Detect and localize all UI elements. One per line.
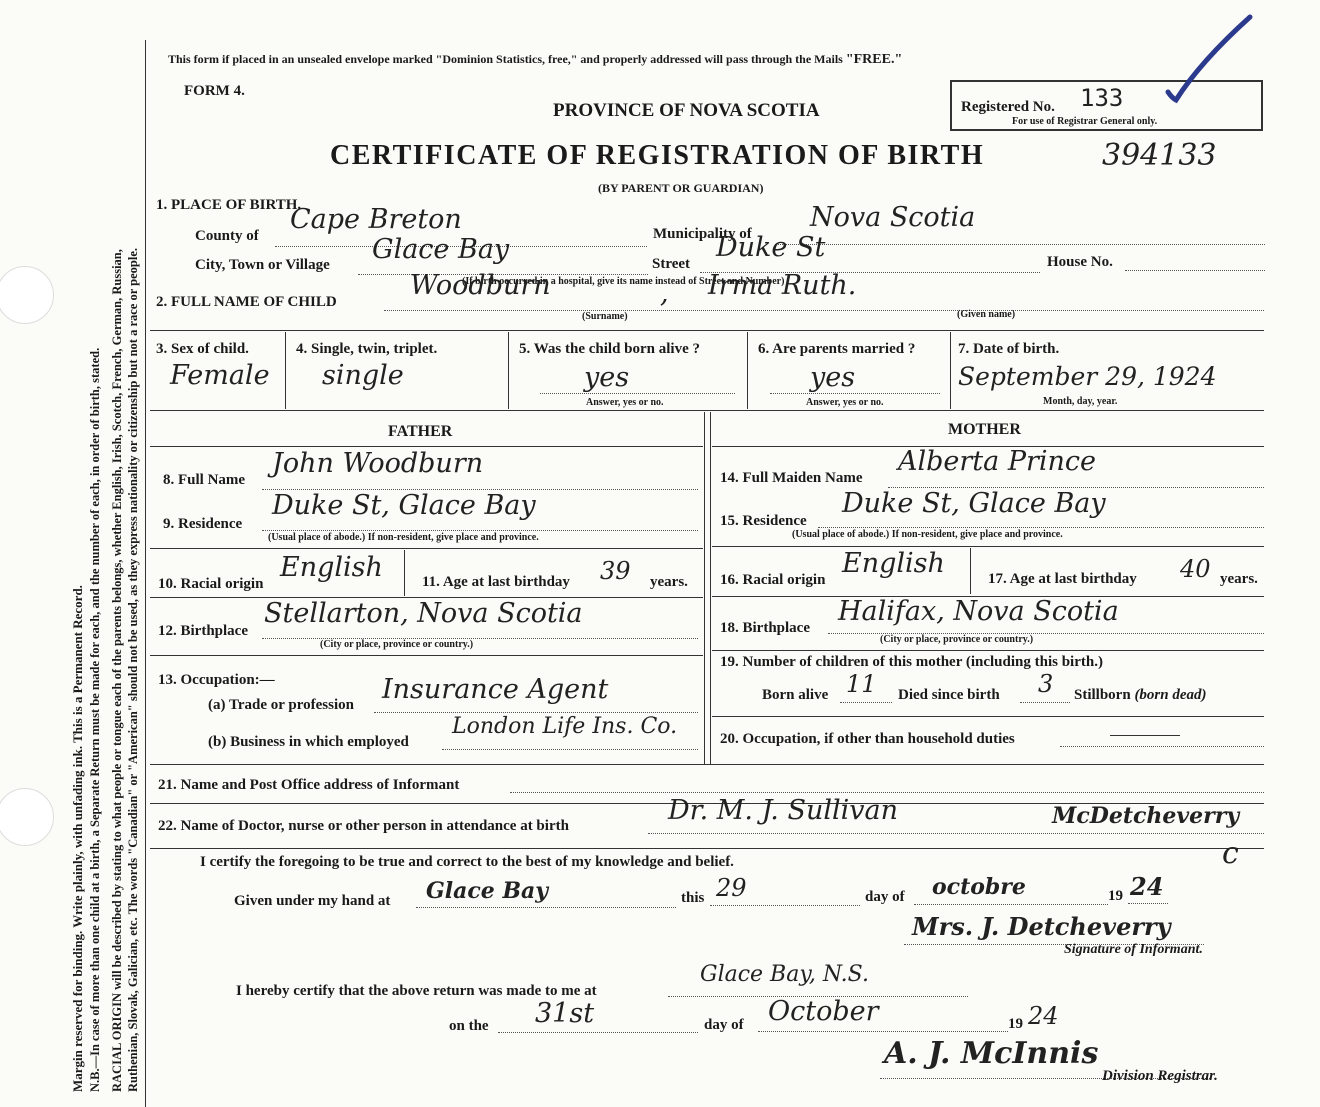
on-the-label: on the xyxy=(449,1018,489,1034)
plurality-value: single xyxy=(322,360,404,391)
registrar-month-line xyxy=(758,1031,1008,1032)
divider xyxy=(712,650,1264,651)
registrar-year-suffix: 24 xyxy=(1028,1002,1059,1030)
municipality-value: Nova Scotia xyxy=(810,202,976,233)
parents-married-value: yes xyxy=(810,362,856,393)
certificate-number: 394133 xyxy=(1102,138,1217,173)
mother-residence-label: 15. Residence xyxy=(720,513,807,529)
province-title: PROVINCE OF NOVA SCOTIA xyxy=(553,100,820,121)
divider xyxy=(712,716,1264,717)
mother-name-value: Alberta Prince xyxy=(898,446,1097,477)
registrar-statement: I hereby certify that the above return was made to me at xyxy=(236,983,597,999)
father-business-label: (b) Business in which employed xyxy=(208,734,409,750)
divider xyxy=(150,446,703,447)
place-of-birth-label: 1. PLACE OF BIRTH. xyxy=(156,197,302,213)
registrar-signature: A. J. McInnis xyxy=(884,1036,1099,1071)
column-divider xyxy=(710,412,711,764)
father-birthplace-value: Stellarton, Nova Scotia xyxy=(264,598,583,629)
certificate-subtitle: (BY PARENT OR GUARDIAN) xyxy=(598,181,764,195)
margin-note-racial-2: Ruthenian, Slovak, Galician, etc. The words "Canadian" or "American" should not be used, as they express nationality or citizenship but not a race or people. xyxy=(126,247,140,1092)
mother-residence-line xyxy=(818,527,1264,528)
father-age-value: 39 xyxy=(600,557,631,585)
registrar-month: October xyxy=(768,996,879,1027)
date-of-birth-caption: Month, day, year. xyxy=(1043,396,1118,407)
house-no-line xyxy=(1125,270,1265,271)
registrar-year-prefix: 19 xyxy=(1008,1016,1023,1032)
registrar-note: For use of Registrar General only. xyxy=(1012,116,1158,127)
born-alive-count-value: 11 xyxy=(846,670,877,698)
given-place: Glace Bay xyxy=(426,878,549,904)
given-place-line xyxy=(416,907,676,908)
check-mark-icon xyxy=(1160,12,1260,107)
city-label: City, Town or Village xyxy=(195,257,330,273)
child-name-line xyxy=(384,310,1264,311)
father-age-label: 11. Age at last birthday xyxy=(422,574,570,590)
stillborn-label: Stillborn (born dead) xyxy=(1074,687,1207,703)
date-of-birth-value: September 29, 1924 xyxy=(958,362,1217,391)
died-since-birth-label: Died since birth xyxy=(898,687,1000,703)
certify-statement: I certify the foregoing to be true and correct to the best of my knowledge and belief. xyxy=(200,854,734,870)
mother-birthplace-label: 18. Birthplace xyxy=(720,620,810,636)
divider xyxy=(150,548,703,549)
mother-residence-caption: (Usual place of abode.) If non-resident, give place and province. xyxy=(792,529,1063,540)
born-alive-count-label: Born alive xyxy=(762,687,829,703)
divider xyxy=(404,550,405,596)
divider xyxy=(508,332,509,409)
father-residence-value: Duke St, Glace Bay xyxy=(272,490,536,521)
mother-occupation-dash xyxy=(1110,735,1180,736)
date-of-birth-label: 7. Date of birth. xyxy=(958,341,1060,357)
plurality-label: 4. Single, twin, triplet. xyxy=(296,341,438,357)
county-label: County of xyxy=(195,228,259,244)
died-since-birth-value: 3 xyxy=(1038,670,1054,698)
mother-racial-label: 16. Racial origin xyxy=(720,572,826,588)
day-of-label: day of xyxy=(865,889,905,905)
parents-married-line xyxy=(770,393,940,394)
municipality-label: Municipality of xyxy=(653,226,752,242)
certify-month: octobre xyxy=(932,874,1026,900)
county-value: Cape Breton xyxy=(290,204,462,235)
divider xyxy=(285,332,286,409)
form-number: FORM 4. xyxy=(184,83,245,99)
parents-married-caption: Answer, yes or no. xyxy=(806,397,884,408)
born-alive-count-line xyxy=(840,702,892,703)
child-surname: Woodburn xyxy=(410,270,551,301)
doctor-label: 22. Name of Doctor, nurse or other person in attendance at birth xyxy=(158,818,569,834)
mother-residence-value: Duke St, Glace Bay xyxy=(842,488,1106,519)
doctor-name: Dr. M. J. Sullivan xyxy=(668,795,898,826)
divider xyxy=(747,332,748,409)
informant-label: 21. Name and Post Office address of Informant xyxy=(158,777,460,793)
margin-note-racial: RACIAL ORIGIN will be described by stating to what people or tongue each of the parents belongs, whether English, Irish, Scotch, French, German, Russian, xyxy=(110,249,124,1092)
father-residence-caption: (Usual place of abode.) If non-resident, give place and province. xyxy=(268,532,539,543)
father-trade-label: (a) Trade or profession xyxy=(208,697,354,713)
divider xyxy=(970,548,971,594)
father-business-line xyxy=(442,749,698,750)
given-under-label: Given under my hand at xyxy=(234,893,391,909)
column-divider xyxy=(704,412,705,764)
mother-occupation-label: 20. Occupation, if other than household duties xyxy=(720,731,1015,747)
child-separator: , xyxy=(660,278,669,309)
registrar-caption: Division Registrar. xyxy=(1102,1068,1218,1084)
certify-month-line xyxy=(914,904,1108,905)
father-name-value: John Woodburn xyxy=(272,448,484,479)
sex-value: Female xyxy=(170,360,270,391)
mail-note: This form if placed in an unsealed envelope marked "Dominion Statistics, free," and properly addressed will pass through the Mails "FREE." xyxy=(168,52,903,67)
father-birthplace-label: 12. Birthplace xyxy=(158,623,248,639)
divider xyxy=(950,332,951,409)
mother-name-label: 14. Full Maiden Name xyxy=(720,470,863,486)
died-since-birth-line xyxy=(1020,702,1070,703)
mother-age-value: 40 xyxy=(1180,555,1211,583)
informant-signature-caption: Signature of Informant. xyxy=(1064,942,1203,957)
informant-line xyxy=(510,792,1264,793)
sex-label: 3. Sex of child. xyxy=(156,341,249,357)
father-age-years: years. xyxy=(650,574,688,590)
certificate-title: CERTIFICATE OF REGISTRATION OF BIRTH xyxy=(330,140,985,171)
father-business-value: London Life Ins. Co. xyxy=(452,714,678,739)
street-label: Street xyxy=(652,256,691,272)
mother-birthplace-caption: (City or place, province or country.) xyxy=(880,634,1034,645)
father-racial-label: 10. Racial origin xyxy=(158,576,264,592)
born-alive-caption: Answer, yes or no. xyxy=(586,397,664,408)
registered-label: Registered No. xyxy=(961,99,1055,115)
certify-year-suffix: 24 xyxy=(1130,872,1164,901)
divider xyxy=(150,655,703,656)
this-day-line xyxy=(710,905,860,906)
father-residence-label: 9. Residence xyxy=(163,516,243,532)
father-name-label: 8. Full Name xyxy=(163,472,246,488)
doctor-extra: McDetcheverry xyxy=(1052,803,1240,829)
children-count-label: 19. Number of children of this mother (including this birth.) xyxy=(720,654,1103,670)
hospital-note: (If birth occurred in a hospital, give its name instead of Street and Number) xyxy=(462,276,785,287)
registered-value: 133 xyxy=(1080,84,1124,112)
registrar-day-line xyxy=(498,1032,698,1033)
certify-year-line xyxy=(1128,903,1168,904)
mother-occupation-line xyxy=(1060,746,1264,747)
born-alive-label: 5. Was the child born alive ? xyxy=(519,341,700,357)
divider xyxy=(150,330,1264,331)
father-racial-value: English xyxy=(280,552,383,583)
municipality-line xyxy=(775,244,1265,245)
divider xyxy=(150,764,1264,765)
informant-signature: Mrs. J. Detcheverry xyxy=(912,912,1171,941)
father-trade-value: Insurance Agent xyxy=(382,674,609,705)
form-left-border xyxy=(145,40,146,1107)
father-heading: FATHER xyxy=(388,423,453,440)
registrar-place: Glace Bay, N.S. xyxy=(700,962,869,987)
doctor-line xyxy=(648,833,1264,834)
margin-note-binding: Margin reserved for binding. Write plainly, with unfading ink. This is a Permanent Record. xyxy=(70,585,85,1092)
this-label: this xyxy=(681,890,705,906)
mother-racial-value: English xyxy=(842,548,945,579)
born-alive-line xyxy=(540,393,735,394)
mother-age-label: 17. Age at last birthday xyxy=(988,571,1137,587)
mother-age-years: years. xyxy=(1220,571,1258,587)
punch-hole xyxy=(0,266,54,324)
parents-married-label: 6. Are parents married ? xyxy=(758,341,916,357)
born-alive-value: yes xyxy=(584,362,630,393)
surname-caption: (Surname) xyxy=(582,311,628,322)
father-birthplace-caption: (City or place, province or country.) xyxy=(320,639,474,650)
divider xyxy=(712,546,1264,547)
father-occupation-label: 13. Occupation:— xyxy=(158,672,275,688)
house-no-label: House No. xyxy=(1047,254,1113,270)
child-name-label: 2. FULL NAME OF CHILD xyxy=(156,294,337,310)
child-given-name: Irma Ruth. xyxy=(708,270,857,301)
margin-note-nb: N.B.—In case of more than one child at a birth, a Separate Return must be made for each, and the number of each, in order of birth, stated. xyxy=(88,347,102,1092)
divider xyxy=(150,848,1264,849)
mother-birthplace-value: Halifax, Nova Scotia xyxy=(838,596,1119,627)
given-name-caption: (Given name) xyxy=(957,309,1016,320)
punch-hole xyxy=(0,788,54,846)
father-trade-line xyxy=(374,712,698,713)
father-residence-line xyxy=(262,530,698,531)
city-value: Glace Bay xyxy=(372,234,510,265)
certify-year-prefix: 19 xyxy=(1108,888,1123,904)
corner-mark: c xyxy=(1222,836,1239,871)
divider xyxy=(150,410,1264,411)
registrar-day: 31st xyxy=(535,998,595,1029)
registrar-day-of-label: day of xyxy=(704,1017,744,1033)
this-day: 29 xyxy=(716,874,747,902)
street-value: Duke St xyxy=(716,232,826,263)
mother-heading: MOTHER xyxy=(948,421,1021,438)
